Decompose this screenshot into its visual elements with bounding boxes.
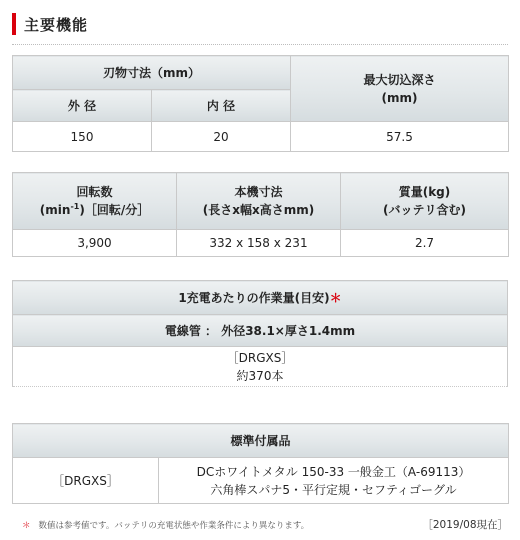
dimensions-value: 332 x 158 x 231 — [177, 230, 341, 257]
inner-diameter-value: 20 — [152, 122, 291, 152]
rpm-header — [13, 173, 177, 230]
accessories-line1: DCホワイトメタル 150-33 一般金工（A-69113） — [196, 464, 471, 479]
rpm-unit-suffix: )［回転/分］ — [79, 203, 150, 217]
weight-header-line2: (バッテリ含む) — [383, 203, 466, 217]
work-amount-model: ［DRGXS］ — [226, 350, 294, 365]
rpm-unit-exponent: -1 — [70, 202, 80, 211]
rpm-header-line2 — [17, 201, 172, 219]
work-per-charge-title: 1充電あたりの作業量(目安) — [178, 290, 330, 305]
work-per-charge-table — [12, 280, 508, 387]
heading-accent-bar — [12, 13, 16, 35]
work-amount-cell — [13, 347, 508, 387]
section-heading — [12, 12, 88, 36]
footnote-text: 数値は参考値です。バッテリの充電状態や作業条件により異なります。 — [38, 521, 310, 531]
accessories-list — [159, 458, 509, 504]
accessories-table — [12, 423, 509, 504]
section-title: 主要機能 — [24, 15, 89, 34]
dimensions-header-line1: 本機寸法 — [234, 185, 283, 199]
max-cut-depth-header-line2: (mm) — [381, 90, 418, 105]
rpm-header-line1: 回転数 — [76, 185, 113, 199]
max-cut-depth-value: 57.5 — [291, 122, 509, 152]
max-cut-depth-header — [291, 56, 509, 122]
heading-divider — [12, 44, 508, 45]
weight-header-line1: 質量(kg) — [398, 185, 451, 199]
asterisk-mark: ＊ — [329, 290, 342, 305]
rpm-unit-prefix: (min — [39, 203, 71, 217]
blade-spec-table — [12, 55, 509, 152]
footnote — [22, 519, 309, 531]
machine-spec-table — [12, 172, 509, 257]
accessories-header: 標準付属品 — [13, 424, 509, 458]
rpm-value: 3,900 — [13, 230, 177, 257]
accessories-model: ［DRGXS］ — [13, 458, 159, 504]
blade-size-header: 刃物寸法（mm） — [13, 56, 291, 90]
inner-diameter-label: 内 径 — [152, 90, 291, 122]
dimensions-header-line2: (長さx幅x高さmm) — [202, 203, 315, 217]
dimensions-header — [177, 173, 341, 230]
work-per-charge-header — [13, 281, 508, 315]
conduit-spec-subheader: 電線管 ： 外径38.1×厚さ1.4mm — [13, 315, 508, 347]
as-of-date: ［2019/08現在］ — [422, 519, 508, 531]
outer-diameter-value: 150 — [13, 122, 152, 152]
weight-header — [341, 173, 509, 230]
accessories-line2: 六角棒スパナ5・平行定規・セフティゴーグル — [210, 482, 457, 497]
outer-diameter-label: 外 径 — [13, 90, 152, 122]
footnote-mark: ＊ — [22, 521, 31, 531]
max-cut-depth-header-line1: 最大切込深さ — [363, 72, 436, 87]
work-amount-value: 約370本 — [236, 368, 284, 383]
weight-value: 2.7 — [341, 230, 509, 257]
